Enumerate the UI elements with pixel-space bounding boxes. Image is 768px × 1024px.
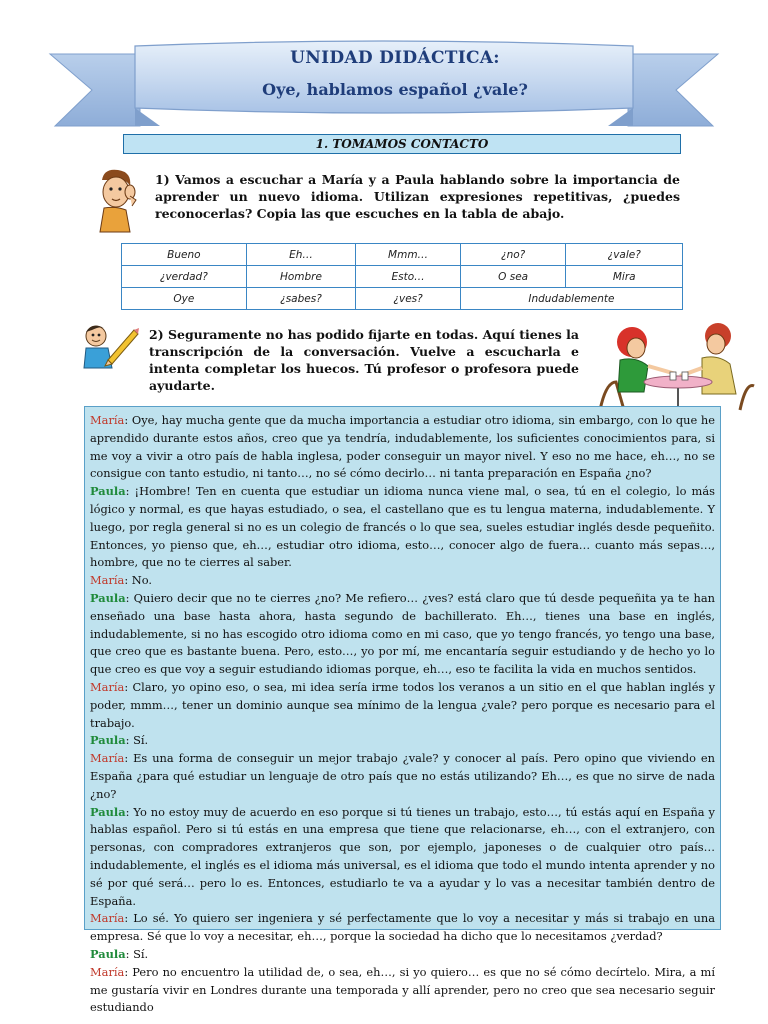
dialogue-transcript xyxy=(84,406,721,1015)
dialogue-line xyxy=(90,483,715,572)
speaker-label: Paula xyxy=(90,804,126,819)
table-cell: ¿ves? xyxy=(356,288,461,310)
table-cell: ¿no? xyxy=(460,244,566,266)
speaker-label: María xyxy=(90,573,125,588)
dialogue-text: : Sí. xyxy=(125,946,149,961)
speaker-label: Paula xyxy=(90,946,126,961)
section-header: 1. TOMAMOS CONTACTO xyxy=(123,134,681,154)
unit-title: UNIDAD DIDÁCTICA: xyxy=(290,48,500,68)
table-row xyxy=(122,288,683,310)
dialogue-text: : Oye, hay mucha gente que da mucha importancia a estudiar otro idioma, sin embargo, con lo que he aprendido durante estos años, creo que ya tendría, indudablemente, los suficientes conocimientos para, si me voy a vivir a otro país de habla inglesa, poder conseguir un mayor nivel. Y eso no me hace, eh…, no se consigue con tanto estudio, ni tanto…, no sé cómo decirlo… ni tanta preparación en España ¿no? xyxy=(90,413,715,481)
pencil-person-icon xyxy=(78,320,140,372)
table-cell: Mmm… xyxy=(356,244,461,266)
activity-2-instruction: 2) Seguramente no has podido fijarte en todas. Aquí tienes la transcripción de la conversación. Vuelve a escucharla e intenta completar los huecos. Tú profesor o profesora puede ayudarte. xyxy=(149,327,579,393)
table-cell: Esto… xyxy=(356,266,461,288)
dialogue-line xyxy=(90,679,715,732)
table-cell: Hombre xyxy=(246,266,356,288)
dialogue-text: : Pero no encuentro la utilidad de, o sea, eh…, si yo quiero… es que no sé cómo decírtelo. Mira, a mí me gustaría vivir en Londres durante una temporada y allí aprender, pero no creo que sea necesario seguir estudiando xyxy=(90,964,715,1015)
dialogue-line xyxy=(90,964,715,1017)
dialogue-text: : Quiero decir que no te cierres ¿no? Me refiero… ¿ves? está claro que tú desde pequeñita ya te han enseñado una base hasta ahora, hasta segundo de bachillerato. Eh…, tienes una base en inglés, indudablemente, si no has escogido otro idioma como en mi caso, que yo tengo francés, yo tengo una base, que creo que es bastante buena. Pero, esto…, yo por mí, me encantaría seguir estudiando y de hecho yo lo que creo es que voy a seguir estudiando idiomas porque, eh…, eso te facilita la vida en muchos sentidos. xyxy=(90,590,715,677)
speaker-label: Paula xyxy=(90,484,126,499)
dialogue-line xyxy=(90,590,715,679)
dialogue-text: : No. xyxy=(124,573,153,588)
dialogue-line xyxy=(90,412,715,483)
table-cell: Indudablemente xyxy=(460,288,682,310)
dialogue-line xyxy=(90,572,715,590)
dialogue-text: : Yo no estoy muy de acuerdo en eso porque si tú tienes un trabajo, esto…, tú estás aquí en España y hablas español. Pero si tú estás en una empresa que tiene que relacionarse, eh…, con el extranjero, con personas, con compradores extranjeros que son, por ejemplo, japoneses o de cualquier otro país… indudablemente, el inglés es el idioma más universal, es el idioma que todo el mundo intenta aprender y no sé por qué será… pero lo es. Entonces, estudiarlo te va a ayudar y lo vas a necesitar también dentro de España. xyxy=(90,804,715,908)
expressions-table xyxy=(121,243,683,310)
two-women-talking-icon xyxy=(590,322,762,412)
dialogue-text: : Es una forma de conseguir un mejor trabajo ¿vale? y conocer al país. Pero opino que viviendo en España ¿para qué estudiar un lenguaje de otro país que no estás utilizando? Eh…, es que no sirve de nada ¿no? xyxy=(90,751,715,801)
dialogue-line xyxy=(90,804,715,911)
speaker-label: María xyxy=(90,964,125,979)
dialogue-line xyxy=(90,910,715,946)
table-row xyxy=(122,266,683,288)
dialogue-text: : ¡Hombre! Ten en cuenta que estudiar un idioma nunca viene mal, o sea, tú en el colegio, lo más lógico y normal, es que hayas estudiado, o sea, el castellano que es tu lengua materna, indudablemente. Y luego, por regla general si no es un colegio de francés o lo que sea, sueles estudiar inglés desde pequeñito. Entonces, yo pienso que, eh…, estudiar otro idioma, esto…, conocer algo de fuera… cuanto más sepas…, hombre, que no te cierres al saber. xyxy=(90,484,715,570)
table-cell: ¿sabes? xyxy=(246,288,356,310)
dialogue-line xyxy=(90,946,715,964)
dialogue-text: : Claro, yo opino eso, o sea, mi idea sería irme todos los veranos a un sitio en el que hablan inglés y poder, mmm…, tener un dominio aunque sea mínimo de la lengua ¿vale? pero porque es necesario para el trabajo. xyxy=(90,679,715,730)
speaker-label: Paula xyxy=(90,590,126,605)
title-block xyxy=(135,48,655,99)
table-cell: ¿vale? xyxy=(566,244,683,266)
speaker-label: María xyxy=(90,679,125,694)
unit-subtitle: Oye, hablamos español ¿vale? xyxy=(262,80,528,99)
table-cell: Mira xyxy=(566,266,683,288)
dialogue-line xyxy=(90,732,715,750)
dialogue-line xyxy=(90,750,715,803)
table-cell: O sea xyxy=(460,266,566,288)
speaker-label: María xyxy=(90,413,125,427)
table-cell: Bueno xyxy=(122,244,247,266)
table-cell: ¿verdad? xyxy=(122,266,247,288)
dialogue-text: : Lo sé. Yo quiero ser ingeniera y sé perfectamente que lo voy a necesitar y más si trabajo en una empresa. Sé que lo voy a necesitar, eh…, porque la sociedad ha dicho que lo necesitamos ¿verdad? xyxy=(90,911,715,944)
table-cell: Oye xyxy=(122,288,247,310)
table-cell: Eh… xyxy=(246,244,356,266)
dialogue-text: : Sí. xyxy=(125,733,149,748)
table-row xyxy=(122,244,683,266)
listening-person-icon xyxy=(88,166,140,232)
speaker-label: María xyxy=(90,751,125,766)
speaker-label: María xyxy=(90,911,125,926)
speaker-label: Paula xyxy=(90,733,126,748)
activity-1-instruction: 1) Vamos a escuchar a María y a Paula hablando sobre la importancia de aprender un nuevo idioma. Utilizan expresiones repetitivas, ¿puedes reconocerlas? Copia las que escuches en la tabla de abajo. xyxy=(155,172,680,221)
